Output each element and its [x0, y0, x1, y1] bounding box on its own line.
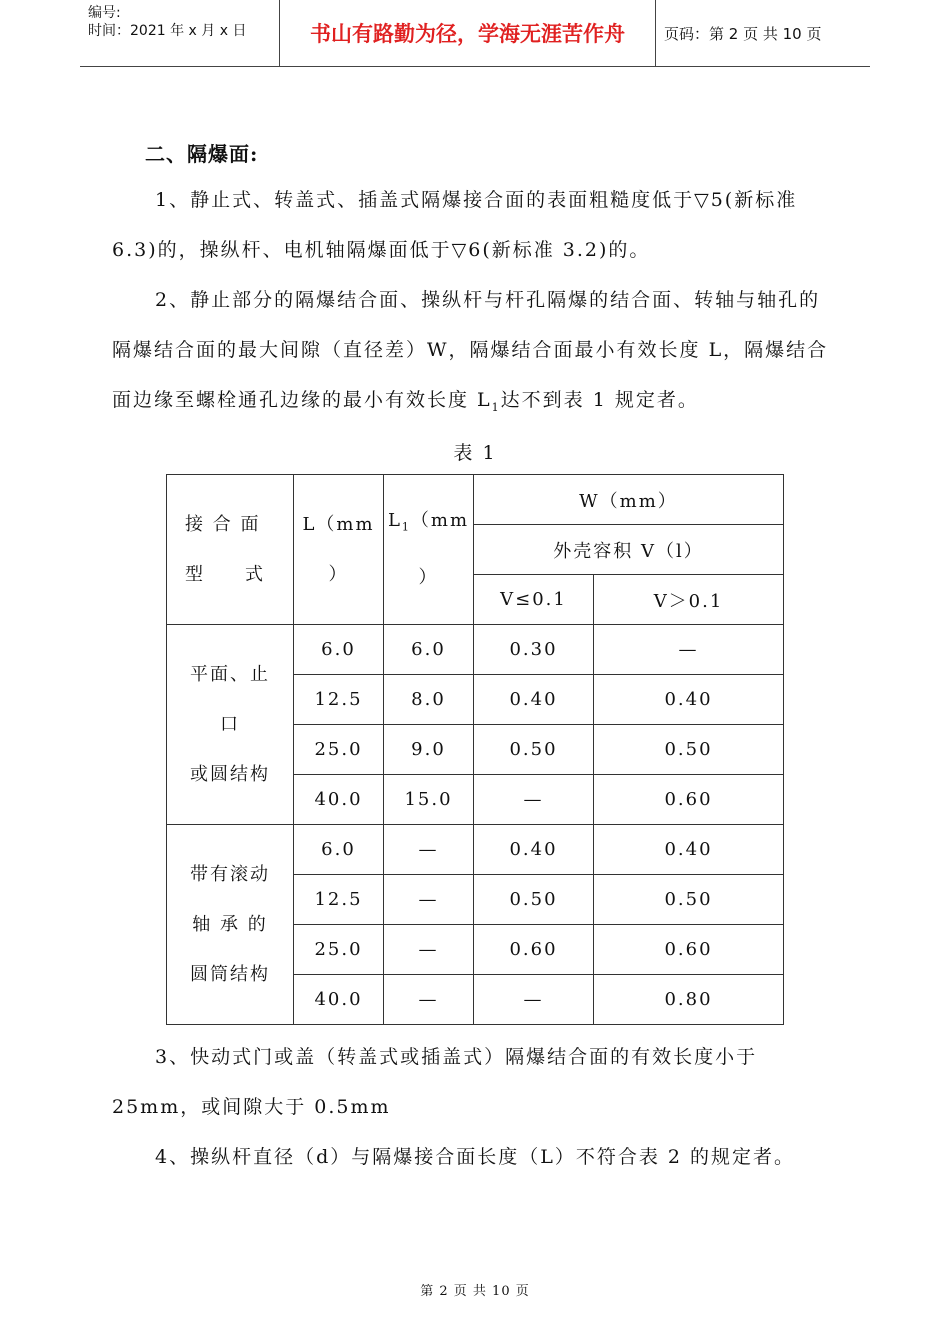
header-L-line2: ） [328, 563, 349, 585]
cell-L1: — [384, 975, 474, 1025]
paragraph-2-tail: 达不到表 1 规定者。 [500, 389, 699, 411]
header-v-le: V≤0.1 [474, 575, 594, 625]
header-v-gt: V＞0.1 [594, 575, 784, 625]
header-L1 [384, 475, 474, 625]
group-type-line: 带有滚动 [190, 863, 270, 885]
header-page-number: 页码：第 2 页 共 10 页 [664, 24, 822, 43]
group-type-line: 圆筒结构 [190, 963, 270, 985]
paragraph-1: 1、静止式、转盖式、插盖式隔爆接合面的表面粗糙度低于▽5(新标准6.3)的，操纵杆、电机轴隔爆面低于▽6(新标准 3.2)的。 [112, 189, 798, 261]
cell-L1: 9.0 [384, 725, 474, 775]
table-row [167, 625, 784, 675]
cell-L1: — [384, 925, 474, 975]
paragraph-4: 4、操纵杆直径（d）与隔爆接合面长度（L）不符合表 2 的规定者。 [155, 1146, 796, 1168]
cell-w-small: 0.50 [474, 875, 594, 925]
cell-L1: — [384, 825, 474, 875]
cell-L1: 8.0 [384, 675, 474, 725]
table-header-row [167, 475, 784, 525]
cell-L: 40.0 [294, 775, 384, 825]
cell-w-large: 0.60 [594, 775, 784, 825]
header-type-line1: 接 合 面 [185, 513, 261, 535]
cell-w-large: 0.50 [594, 875, 784, 925]
cell-L1: 6.0 [384, 625, 474, 675]
header-W: W（mm） [474, 475, 784, 525]
paragraph-2 [112, 275, 840, 433]
cell-L: 12.5 [294, 875, 384, 925]
cell-w-large: — [594, 625, 784, 675]
cell-L1: 15.0 [384, 775, 474, 825]
spec-table [166, 474, 784, 1025]
header-L1-sub: 1 [401, 520, 411, 534]
group-type-line: 平面、止 [190, 663, 270, 685]
cell-w-small: 0.60 [474, 925, 594, 975]
cell-w-small: — [474, 775, 594, 825]
cell-w-large: 0.50 [594, 725, 784, 775]
page-header [80, 0, 870, 67]
cell-L1: — [384, 875, 474, 925]
cell-w-small: 0.40 [474, 675, 594, 725]
header-L [294, 475, 384, 625]
page-footer: 第 2 页 共 10 页 [420, 1284, 530, 1299]
cell-L: 40.0 [294, 975, 384, 1025]
cell-w-large: 0.40 [594, 825, 784, 875]
cell-L: 6.0 [294, 825, 384, 875]
group-type-cell [167, 825, 294, 1025]
table-row [167, 825, 784, 875]
cell-w-large: 0.80 [594, 975, 784, 1025]
header-meta [80, 0, 280, 66]
header-L-line1: L（mm [302, 513, 375, 535]
header-motto: 书山有路勤为径，学海无涯苦作舟 [280, 0, 656, 66]
cell-w-small: 0.30 [474, 625, 594, 675]
group-type-cell [167, 625, 294, 825]
cell-L: 6.0 [294, 625, 384, 675]
cell-w-large: 0.60 [594, 925, 784, 975]
header-L1-rest: （mm [410, 510, 470, 532]
header-volume: 外壳容积 V（l） [474, 525, 784, 575]
cell-w-small: — [474, 975, 594, 1025]
cell-L: 25.0 [294, 925, 384, 975]
header-L1-line2: ） [418, 566, 439, 588]
code-label: 编号: [88, 5, 121, 21]
cell-w-large: 0.40 [594, 675, 784, 725]
section-heading: 二、隔爆面: [145, 142, 259, 166]
cell-w-small: 0.40 [474, 825, 594, 875]
paragraph-2-text: 2、静止部分的隔爆结合面、操纵杆与杆孔隔爆的结合面、转轴与轴孔的隔爆结合面的最大间隙（直径差）W，隔爆结合面最小有效长度 L，隔爆结合面边缘至螺栓通孔边缘的最小有效长度 L [112, 289, 829, 411]
paragraph-3: 3、快动式门或盖（转盖式或插盖式）隔爆结合面的有效长度小于25mm，或间隙大于 0.5mm [112, 1046, 758, 1118]
group-type-line: 或圆结构 [190, 763, 270, 785]
cell-L: 25.0 [294, 725, 384, 775]
time-label: 时间：2021 年 x 月 x 日 [88, 23, 247, 39]
group-type-line: 轴 承 的 [192, 913, 268, 935]
paragraph-2-subscript: 1 [491, 400, 501, 414]
cell-L: 12.5 [294, 675, 384, 725]
group-type-line: 口 [220, 713, 240, 735]
header-L1-main: L [387, 510, 402, 532]
header-type-line2: 型 式 [185, 563, 265, 585]
cell-w-small: 0.50 [474, 725, 594, 775]
header-type [167, 475, 294, 625]
table-caption: 表 1 [453, 442, 497, 464]
